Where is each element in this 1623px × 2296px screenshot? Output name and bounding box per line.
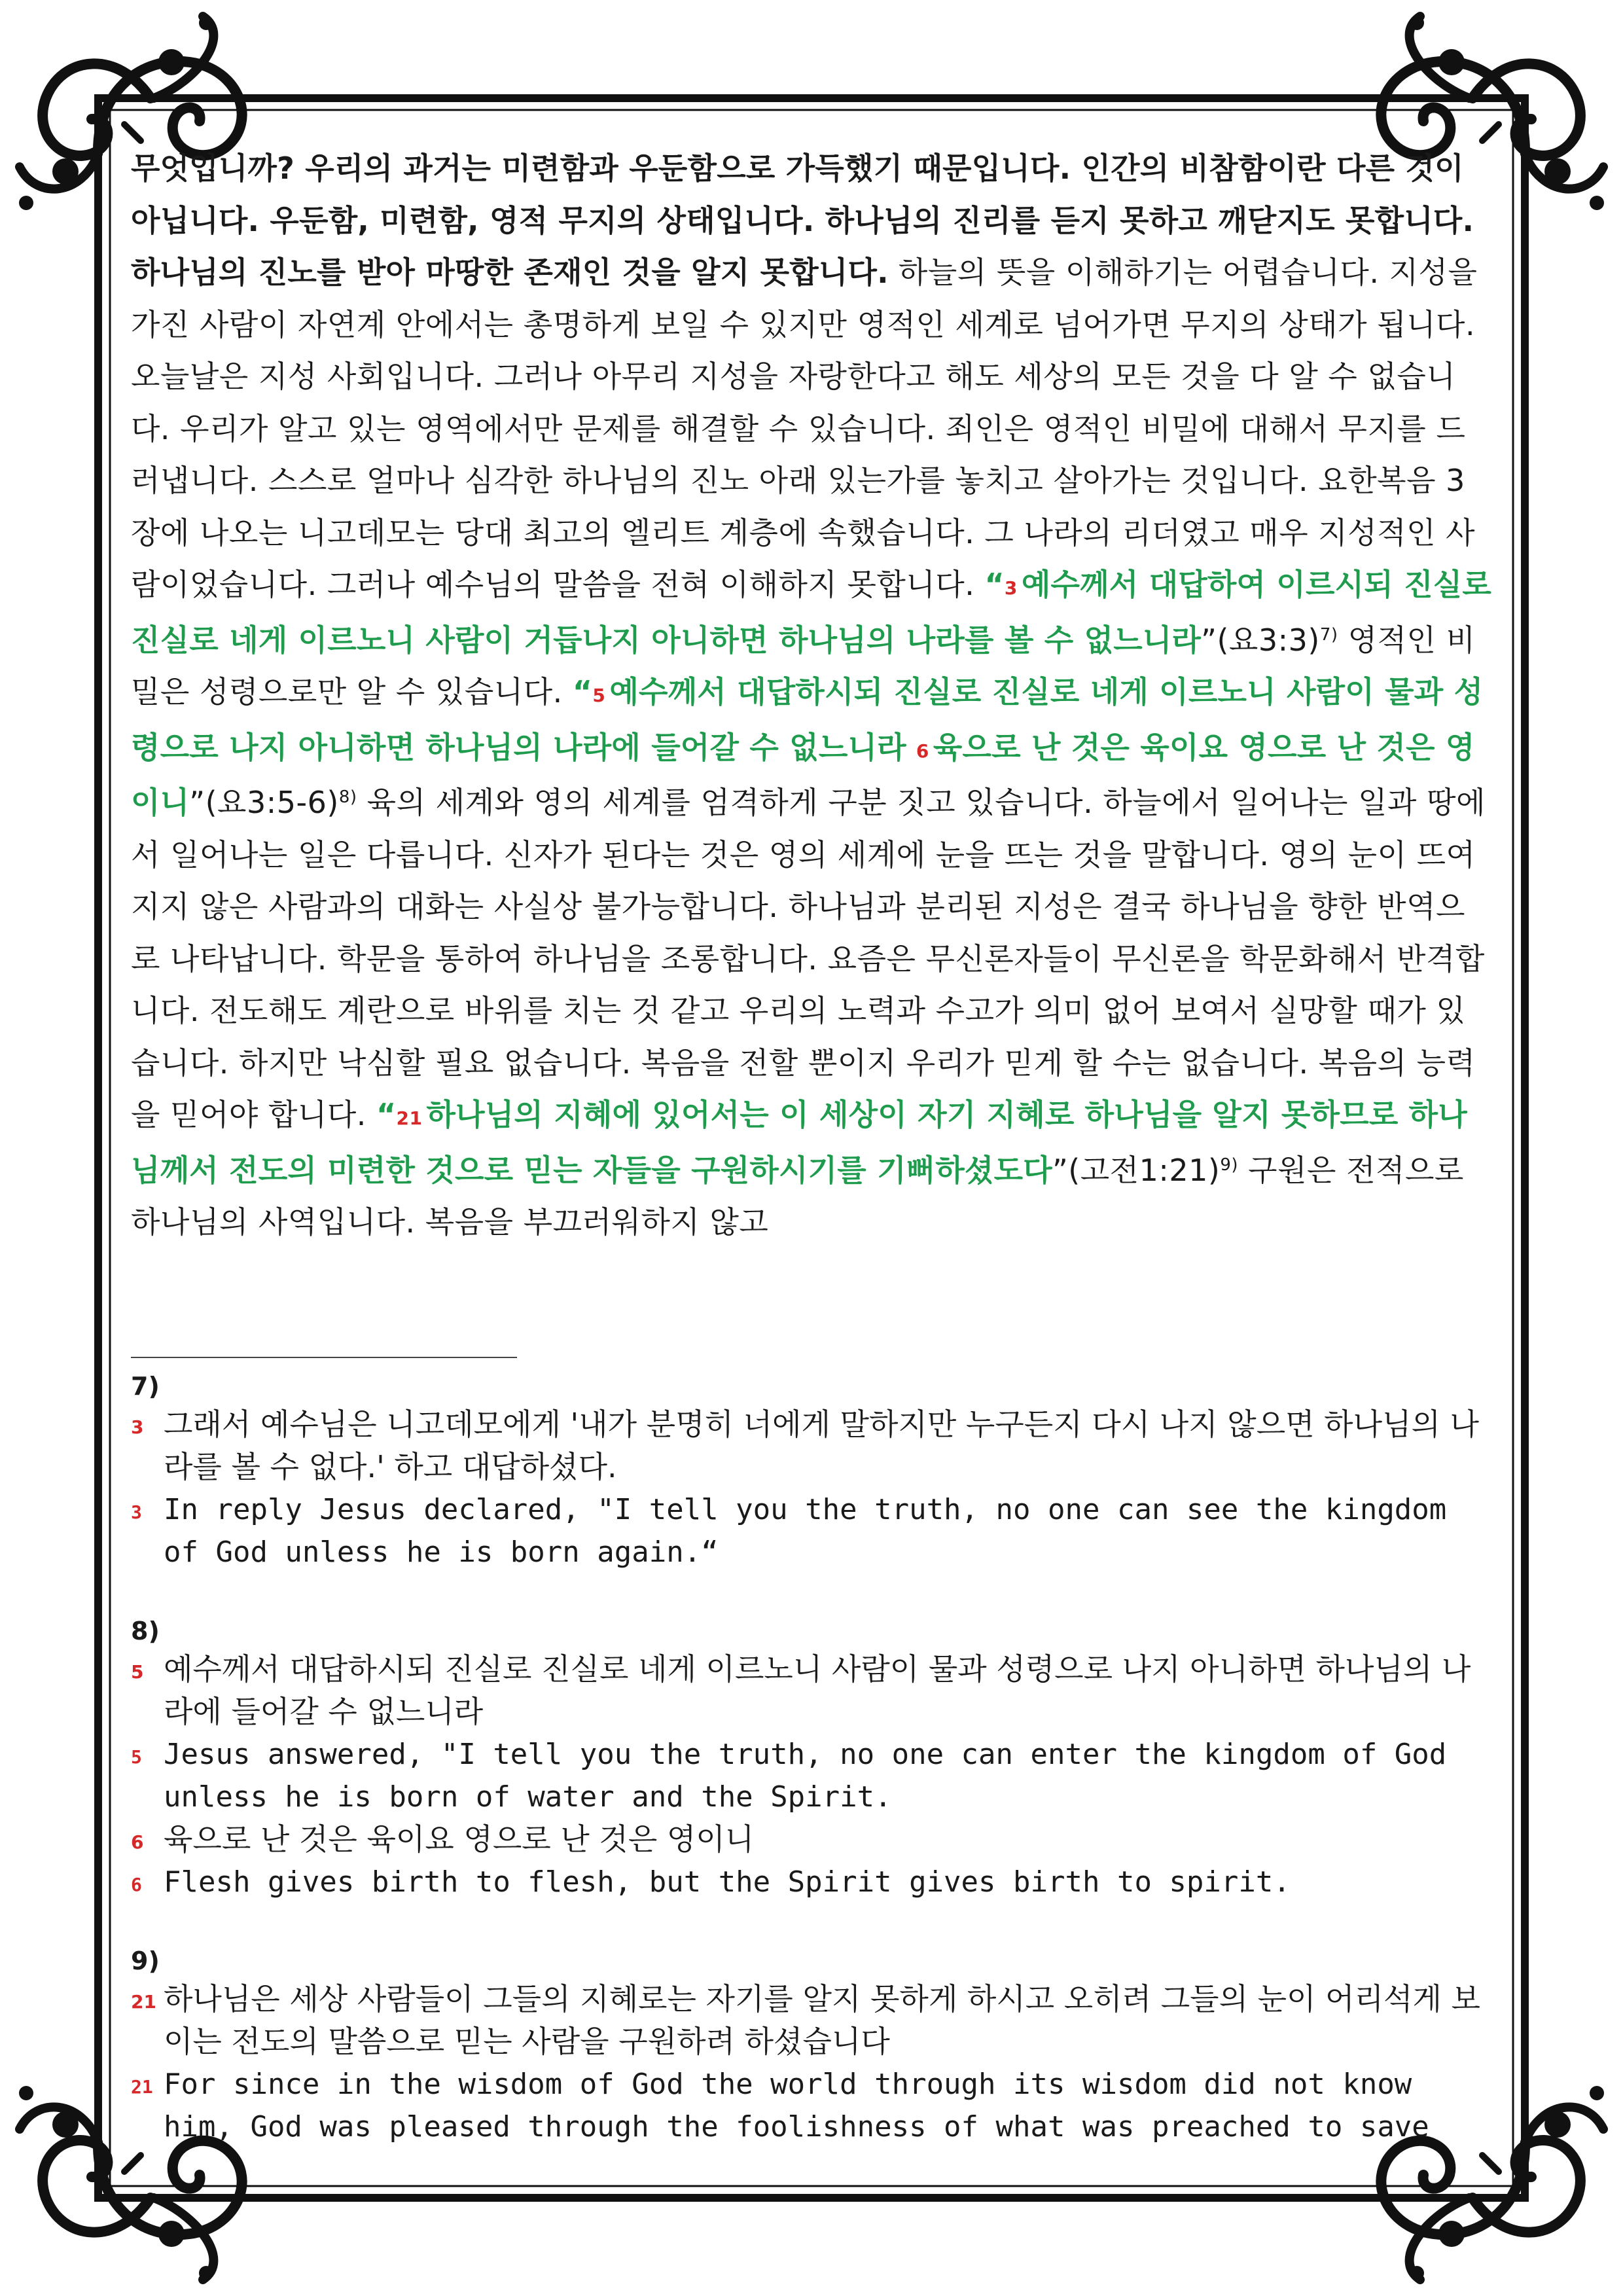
footnote-text-ko: 하나님은 세상 사람들이 그들의 지혜로는 자기를 알지 못하게 하시고 오히려 그들의 눈이 어리석게 보이는 전도의 말씀으로 믿는 사람을 구원하려 하셨습니다 xyxy=(164,1981,1480,2059)
footnote-label: 9) xyxy=(131,1946,160,1975)
footnote-text-ko: 예수께서 대답하시되 진실로 진실로 네게 이르노니 사람이 물과 성령으로 나지 아니하면 하나님의 나라에 들어갈 수 없느니라 xyxy=(164,1651,1471,1729)
footnote-text-en: Flesh gives birth to flesh, but the Spirit gives birth to spirit. xyxy=(164,1865,1291,1899)
body-paragraph-3: 육의 세계와 영의 세계를 엄격하게 구분 짓고 있습니다. 하늘에서 일어나는 일과 땅에서 일어나는 일은 다릅니다. 신자가 된다는 것은 영의 세계에 눈을 뜨는 것을 말합니다. 영의 눈이 뜨여지지 않은 사람과의 대화는 사실상 불가능합니다. 하나님과 분리된 지성은 결국 하나님을 향한 반역으로 나타납니다. 학문을 통하여 하나님을 조롱합니다. 요즘은 무신론자들이 무신론을 학문화해서 반격합니다. 전도해도 계란으로 바위를 치는 것 같고 우리의 노력과 수고가 의미 없어 보여서 실망할 때가 있습니다. 하지만 낙심할 필요 없습니다. 복음을 전할 뿐이지 우리가 믿게 할 수는 없습니다. 복음의 능력을 믿어야 합니다. xyxy=(131,785,1486,1132)
footnote-7 xyxy=(131,1369,1492,1573)
footnote-8 xyxy=(131,1614,1492,1903)
footnote-line xyxy=(131,1733,1492,1818)
verse-number: 5 xyxy=(592,685,606,706)
verse-number: 21 xyxy=(396,1107,423,1129)
footnote-label: 8) xyxy=(131,1617,160,1645)
verse-number: 21 xyxy=(131,1991,156,2013)
footnote-line xyxy=(131,2063,1492,2148)
footnote-label: 7) xyxy=(131,1372,160,1401)
body-paragraph-1: 하늘의 뜻을 이해하기는 어렵습니다. 지성을 가진 사람이 자연계 안에서는 총명하게 보일 수 있지만 영적인 세계로 넘어가면 무지의 상태가 됩니다. 오늘날은 지성 사회입니다. 그러나 아무리 지성을 자랑한다고 해도 세상의 모든 것을 다 알 수 없습니다. 우리가 알고 있는 영역에서만 문제를 해결할 수 있습니다. 죄인은 영적인 비밀에 대해서 무지를 드러냅니다. 스스로 얼마나 심각한 하나님의 진노 아래 있는가를 놓치고 살아가는 것입니다. 요한복음 3장에 나오는 니고데모는 당대 최고의 엘리트 계층에 속했습니다. 그 나라의 리더였고 매우 지성적인 사람이었습니다. 그러나 예수님의 말씀을 전혀 이해하지 못합니다. xyxy=(131,255,1478,602)
verse-quote-john-3-3: 예수께서 대답하여 이르시되 진실로 진실로 네게 이르노니 사람이 거듭나지 아니하면 하나님의 나라를 볼 수 없느니라 xyxy=(131,567,1492,658)
verse-reference: ”(고전1:21) xyxy=(1052,1152,1221,1188)
verse-quote-1cor-1-21: 하나님의 지혜에 있어서는 이 세상이 자기 지혜로 하나님을 알지 못하므로 하나님께서 전도의 미련한 것으로 믿는 자들을 구원하시기를 기뻐하셨도다 xyxy=(131,1097,1467,1188)
verse-number: 3 xyxy=(131,1416,144,1438)
bold-intro: 무엇입니까? 우리의 과거는 미련함과 우둔함으로 가득했기 때문입니다. 인간의 비참함이란 다른 것이 아닙니다. 우둔함, 미련함, 영적 무지의 상태입니다. 하나님의 진리를 듣지 못하고 깨닫지도 못합니다. 하나님의 진노를 받아 마땅한 존재인 것을 알지 못합니다. xyxy=(131,151,1474,290)
main-body-text xyxy=(131,143,1492,1249)
verse-number: 6 xyxy=(131,1831,144,1853)
footnote-text-en: For since in the wisdom of God the world through its wisdom did not know him, God was pleased through the foolishness of what was preached to save xyxy=(164,2068,1429,2144)
footnote-line xyxy=(131,1861,1492,1903)
verse-reference: ”(요3:5-6) xyxy=(189,785,339,820)
verse-quote-john-3-5: 예수께서 대답하시되 진실로 진실로 네게 이르노니 사람이 물과 성령으로 나지 아니하면 하나님의 나라에 들어갈 수 없느니라 xyxy=(131,674,1484,765)
verse-number: 5 xyxy=(131,1746,142,1768)
verse-number: 21 xyxy=(131,2076,153,2098)
footnote-marker: 8) xyxy=(338,787,357,807)
footnote-marker: 9) xyxy=(1220,1155,1239,1175)
verse-number: 6 xyxy=(916,740,929,762)
footnote-line xyxy=(131,1818,1492,1861)
footnote-divider xyxy=(131,1357,517,1358)
footnote-9 xyxy=(131,1944,1492,2148)
footnotes xyxy=(131,1369,1492,2189)
footnote-text-ko: 그래서 예수님은 니고데모에게 '내가 분명히 너에게 말하지만 누구든지 다시 나지 않으면 하나님의 나라를 볼 수 없다.' 하고 대답하셨다. xyxy=(164,1407,1479,1484)
footnote-line xyxy=(131,1488,1492,1573)
verse-quote-open: “ xyxy=(984,567,1005,602)
verse-number: 6 xyxy=(131,1874,142,1895)
body-paragraph-2: 영적인 비밀은 성령으로만 알 수 있습니다. xyxy=(131,622,1476,709)
footnote-line xyxy=(131,1978,1492,2063)
footnote-text-en: In reply Jesus declared, "I tell you the truth, no one can see the kingdom of God unless he is born again.“ xyxy=(164,1493,1447,1569)
verse-number: 5 xyxy=(131,1661,144,1683)
verse-quote-open: “ xyxy=(572,674,593,709)
footnote-line xyxy=(131,1403,1492,1488)
verse-quote-open: “ xyxy=(376,1097,397,1132)
footnote-text-en: Jesus answered, "I tell you the truth, no one can enter the kingdom of God unless he is born of water and the Spirit. xyxy=(164,1738,1447,1814)
body-paragraph-4: 구원은 전적으로 하나님의 사역입니다. 복음을 부끄러워하지 않고 xyxy=(131,1152,1464,1240)
verse-quote-john-3-6: 육으로 난 것은 육이요 영으로 난 것은 영이니 xyxy=(131,729,1475,820)
footnote-line xyxy=(131,1648,1492,1733)
verse-number: 3 xyxy=(1004,577,1018,599)
footnote-text-ko: 육으로 난 것은 육이요 영으로 난 것은 영이니 xyxy=(164,1821,755,1857)
verse-reference: ”(요3:3) xyxy=(1201,622,1320,658)
footnote-marker: 7) xyxy=(1319,624,1338,645)
verse-number: 3 xyxy=(131,1501,142,1523)
